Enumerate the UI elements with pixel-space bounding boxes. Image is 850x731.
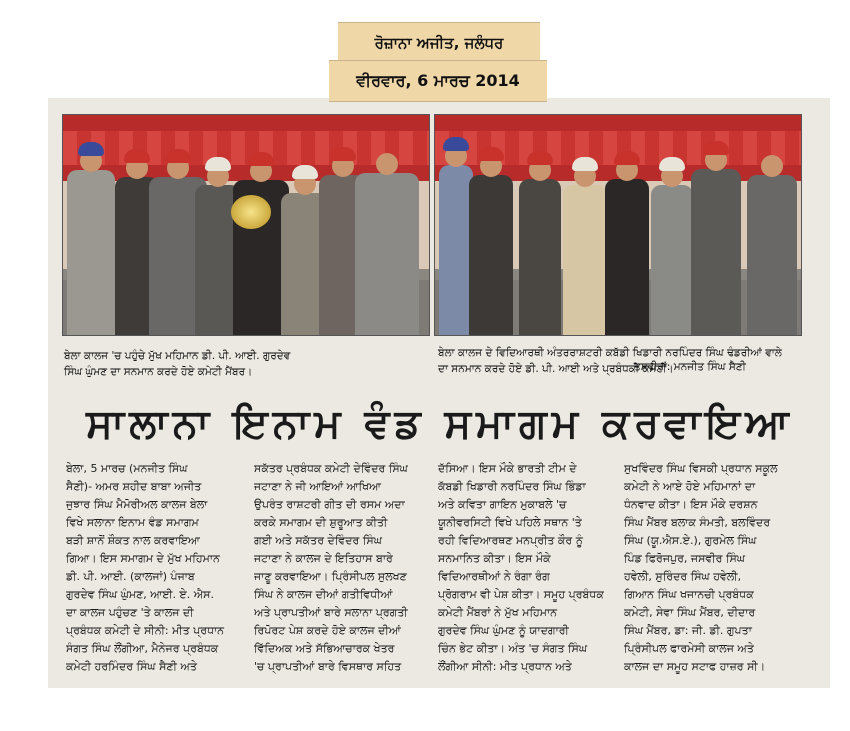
award-ceremony-photo-left: [62, 114, 430, 336]
person-figure: [439, 145, 473, 335]
person-figure: [605, 159, 649, 335]
person-figure: [691, 149, 741, 335]
person-figure: [747, 155, 797, 335]
newspaper-name-tag: ਰੋਜ਼ਾਨਾ ਅਜੀਤ, ਜਲੰਧਰ: [338, 22, 540, 64]
award-ceremony-photo-right: [434, 114, 802, 336]
article-column-1: ਬੇਲਾ, 5 ਮਾਰਚ (ਮਨਜੀਤ ਸਿੰਘ ਸੈਣੀ)- ਅਮਰ ਸ਼ਹੀਦ ਬਾਬਾ ਅਜੀਤ ਜੁਝਾਰ ਸਿੰਘ ਮੈਮੋਰੀਅਲ ਕਾਲਜ ਬੇਲਾ ਵਿਖੇ ਸਲਾਨਾ ਇਨਾਮ ਵੰਡ ਸਮਾਗਮ ਬੜੀ ਸ਼ਾਨੋਂ ਸ਼ੌਕਤ ਨਾਲ ਕਰਵਾਇਆ ਗਿਆ। ਇਸ ਸਮਾਗਮ ਦੇ ਮੁੱਖ ਮਹਿਮਾਨ ਡੀ. ਪੀ. ਆਈ. (ਕਾਲਜਾਂ) ਪੰਜਾਬ ਗੁਰਦੇਵ ਸਿੰਘ ਘੁੰਮਣ, ਆਈ. ਏ. ਐਸ. ਦਾ ਕਾਲਜ ਪਹੁੰਚਣ 'ਤੇ ਕਾਲਜ ਦੀ ਪ੍ਰਬੰਧਕ ਕਮੇਟੀ ਦੇ ਸੀਨੀ: ਮੀਤ ਪ੍ਰਧਾਨ ਸੰਗਤ ਸਿੰਘ ਲੌਂਗੀਆ, ਮੈਨੇਜਰ ਪ੍ਰਬੰਧਕ ਕਮੇਟੀ ਹਰਮਿੰਦਰ ਸਿੰਘ ਸੈਣੀ ਅਤੇ: [66, 462, 225, 673]
person-figure: [469, 155, 513, 335]
article-column-4: ਸੁਖਵਿੰਦਰ ਸਿੰਘ ਵਿਸਕੀ ਪ੍ਰਧਾਨ ਸਕੂਲ ਕਮੇਟੀ ਨੇ ਆਏ ਹੋਏ ਮਹਿਮਾਨਾਂ ਦਾ ਧੰਨਵਾਦ ਕੀਤਾ। ਇਸ ਮੌਕੇ ਦਰਸ਼ਨ ਸਿੰਘ ਮੈਂਬਰ ਬਲਾਕ ਸੰਮਤੀ, ਬਲਵਿੰਦਰ ਸਿੰਘ (ਯੂ.ਐਸ.ਏ.), ਗੁਰਮੇਲ ਸਿੰਘ ਪਿੰਡ ਫਿਰੋਜਪੁਰ, ਜਸਵੀਰ ਸਿੰਘ ਹਵੇਲੀ, ਸੁਰਿੰਦਰ ਸਿੰਘ ਹਵੇਲੀ, ਗਿਆਨ ਸਿੰਘ ਖਜਾਨਚੀ ਪ੍ਰਬੰਧਕ ਕਮੇਟੀ, ਸੇਵਾ ਸਿੰਘ ਮੈਂਬਰ, ਦੀਦਾਰ ਸਿੰਘ ਮੈਂਬਰ, ਡਾ: ਜੀ. ਡੀ. ਗੁਪਤਾ ਪ੍ਰਿੰਸੀਪਲ ਫਾਰਮੇਸੀ ਕਾਲਜ ਅਤੇ ਕਾਲਜ ਦਾ ਸਮੂਹ ਸਟਾਫ ਹਾਜ਼ਰ ਸੀ।: [624, 462, 778, 673]
person-figure: [67, 150, 115, 335]
article-column-2: ਸਕੱਤਰ ਪ੍ਰਬੰਧਕ ਕਮੇਟੀ ਦੇਵਿੰਦਰ ਸਿੰਘ ਜਟਾਣਾ ਨੇ ਜੀ ਆਇਆਂ ਆਖਿਆ ਉਪਰੰਤ ਰਾਸ਼ਟਰੀ ਗੀਤ ਦੀ ਰਸਮ ਅਦਾ ਕਰਕੇ ਸਮਾਗਮ ਦੀ ਸ਼ੁਰੂਆਤ ਕੀਤੀ ਗਈ ਅਤੇ ਸਕੱਤਰ ਦੇਵਿੰਦਰ ਸਿੰਘ ਜਟਾਣਾ ਨੇ ਕਾਲਜ ਦੇ ਇਤਿਹਾਸ ਬਾਰੇ ਜਾਣੂ ਕਰਵਾਇਆ। ਪ੍ਰਿੰਸੀਪਲ ਸੁਲਖਣ ਸਿੰਘ ਨੇ ਕਾਲਜ ਦੀਆਂ ਗਤੀਵਿਧੀਆਂ ਅਤੇ ਪ੍ਰਾਪਤੀਆਂ ਬਾਰੇ ਸਲਾਨਾ ਪ੍ਰਗਤੀ ਰਿਪੋਰਟ ਪੇਸ਼ ਕਰਦੇ ਹੋਏ ਕਾਲਜ ਦੀਆਂ ਵਿੱਦਿਅਕ ਅਤੇ ਸੱਭਿਆਚਾਰਕ ਖੇਤਰ 'ਚ ਪ੍ਰਾਪਤੀਆਂ ਬਾਰੇ ਵਿਸਥਾਰ ਸਹਿਤ: [254, 462, 408, 673]
person-figure: [519, 159, 561, 335]
trophy-icon: [231, 195, 271, 229]
article-column-3: ਦੱਸਿਆ। ਇਸ ਮੌਕੇ ਭਾਰਤੀ ਟੀਮ ਦੇ ਕੱਬਡੀ ਖਿਡਾਰੀ ਨਰਪਿੰਦਰ ਸਿੰਘ ਭਿੰਡਾ ਅਤੇ ਕਵਿਤਾ ਗਾਇਨ ਮੁਕਾਬਲੇ 'ਚ ਯੂਨੀਵਰਸਿਟੀ ਵਿਖੇ ਪਹਿਲੇ ਸਥਾਨ 'ਤੇ ਰਹੀ ਵਿਦਿਆਰਥਣ ਮਨਪ੍ਰੀਤ ਕੌਰ ਨੂੰ ਸਨਮਾਨਿਤ ਕੀਤਾ। ਇਸ ਮੌਕੇ ਵਿਦਿਆਰਥੀਆਂ ਨੇ ਰੰਗਾ ਰੰਗ ਪ੍ਰੋਗਰਾਮ ਵੀ ਪੇਸ਼ ਕੀਤਾ। ਸਮੂਹ ਪ੍ਰਬੰਧਕ ਕਮੇਟੀ ਮੈਂਬਰਾਂ ਨੇ ਮੁੱਖ ਮਹਿਮਾਨ ਗੁਰਦੇਵ ਸਿੰਘ ਘੁੰਮਣ ਨੂੰ ਯਾਦਗਾਰੀ ਚਿੰਨ ਭੇਟ ਕੀਤਾ। ਅੰਤ 'ਚ ਸੰਗਤ ਸਿੰਘ ਲੌਂਗੀਆ ਸੀਨੀ: ਮੀਤ ਪ੍ਰਧਾਨ ਅਤੇ: [438, 462, 604, 673]
article-headline: ਸਾਲਾਨਾ ਇਨਾਮ ਵੰਡ ਸਮਾਗਮ ਕਰਵਾਇਆ: [86, 401, 794, 447]
person-figure: [355, 153, 419, 335]
person-figure: [651, 165, 693, 335]
photo-credit: ਤਸਵੀਰਾਂ: ਮਨਜੀਤ ਸਿੰਘ ਸੈਣੀ: [634, 361, 746, 373]
person-figure: [563, 165, 607, 335]
photo-caption-right: ਬੇਲਾ ਕਾਲਜ ਦੇ ਵਿਦਿਆਰਥੀ ਅੰਤਰਰਾਸ਼ਟਰੀ ਕਬੱਡੀ ਖਿਡਾਰੀ ਨਰਪਿੰਦਰ ਸਿੰਘ ਢੰਡਰੀਆਂ ਵਾਲੇ ਦਾ ਸਨਮਾਨ ਕਰਦੇ ਹੋਏ ਡੀ. ਪੀ. ਆਈ ਅਤੇ ਪ੍ਰਬੰਧਕੀ ਕਮੇਟੀ।: [438, 347, 782, 375]
date-tag: ਵੀਰਵਾਰ, 6 ਮਾਰਚ 2014: [329, 60, 547, 102]
photo-caption-left: ਬੇਲਾ ਕਾਲਜ 'ਚ ਪਹੁੰਚੇ ਮੁੱਖ ਮਹਿਮਾਨ ਡੀ. ਪੀ. ਆਈ. ਗੁਰਦੇਵ ਸਿੰਘ ਘੁੰਮਣ ਦਾ ਸਨਮਾਨ ਕਰਦੇ ਹੋਏ ਕਮੇਟੀ ਮੈਂਬਰ।: [64, 350, 291, 378]
